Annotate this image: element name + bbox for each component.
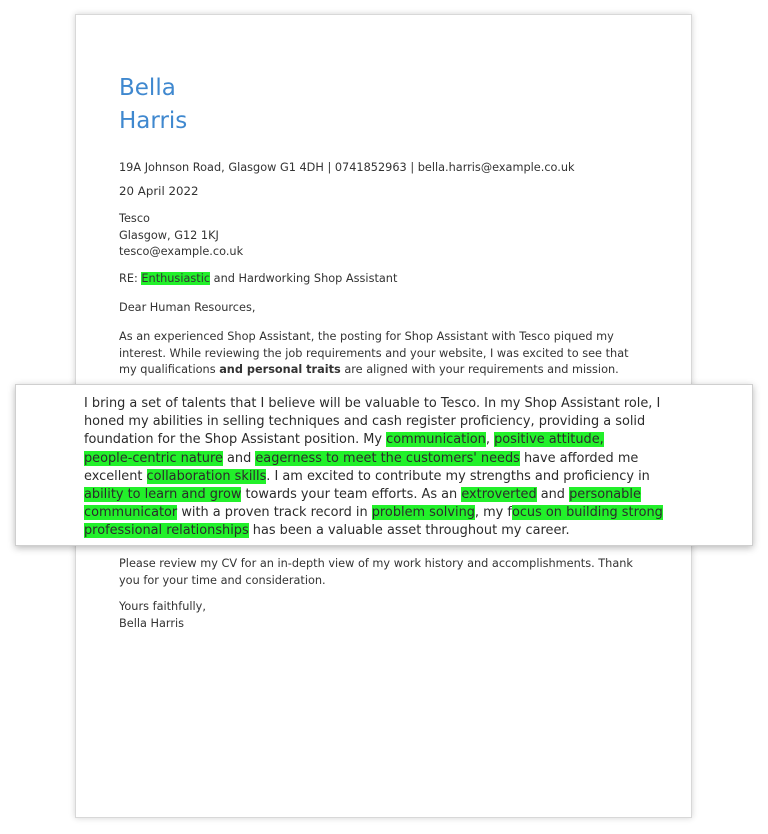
- callout-text: , my f: [474, 505, 512, 521]
- callout-line-5: [84, 468, 663, 486]
- callout-text: and: [536, 487, 570, 503]
- callout-text: have afforded me: [519, 450, 639, 466]
- callout-text: and: [222, 450, 256, 466]
- callout-line-3: [84, 431, 663, 449]
- keyword-highlight: problem solving: [371, 505, 475, 521]
- contact-line: 19A Johnson Road, Glasgow G1 4DH | 0741852963 | bella.harris@example.co.uk: [119, 161, 575, 174]
- callout-line-6: [84, 486, 663, 504]
- callout-line-1: I bring a set of talents that I believe will be valuable to Tesco. In my Shop Assistant role, I: [84, 396, 661, 411]
- intro-line-2: interest. While reviewing the job requirements and your website, I was excited to see that: [119, 346, 629, 360]
- salutation: Dear Human Resources,: [119, 301, 256, 314]
- subject-line: [119, 271, 397, 288]
- intro-bold-text: and personal traits: [219, 363, 341, 376]
- last-name: Harris: [119, 108, 188, 134]
- keyword-highlight: professional relationships: [84, 523, 249, 539]
- callout-line-8: [84, 522, 663, 540]
- recipient-address: Glasgow, G12 1KJ: [119, 228, 219, 242]
- callout-text: excellent: [84, 468, 147, 484]
- intro-paragraph: [119, 329, 629, 379]
- callout-text: towards your team efforts. As an: [241, 487, 462, 503]
- callout-line-4: [84, 450, 663, 468]
- callout-text: with a proven track record in: [177, 505, 372, 521]
- signoff-block: [119, 599, 206, 632]
- callout-text: . I am excited to contribute my strengths and proficiency in: [266, 468, 650, 484]
- applicant-name: [119, 72, 187, 138]
- keyword-highlight: eagerness to meet the customers' needs: [255, 450, 520, 466]
- callout-line-2: honed my abilities in selling techniques and cash register proficiency, providing a solid: [84, 414, 646, 430]
- subject-rest: and Hardworking Shop Assistant: [210, 272, 398, 285]
- intro-line-3: [119, 362, 629, 379]
- subject-prefix: RE:: [119, 272, 142, 285]
- first-name: Bella: [119, 75, 176, 101]
- keyword-highlight: ocus on building strong: [511, 505, 663, 521]
- keyword-highlight: ability to learn and grow: [84, 487, 242, 503]
- keyword-highlight: communicator: [84, 505, 178, 521]
- signature: Bella Harris: [119, 616, 185, 630]
- recipient-company: Tesco: [119, 212, 150, 225]
- highlighted-paragraph-callout: [15, 384, 753, 546]
- keyword-highlight: communication: [386, 432, 486, 448]
- intro-text: are aligned with your requirements and mission.: [340, 363, 619, 376]
- keyword-highlight: positive attitude,: [494, 432, 604, 448]
- valediction: Yours faithfully,: [119, 600, 206, 613]
- recipient-block: [119, 211, 243, 261]
- keyword-highlight: people-centric nature: [84, 450, 223, 466]
- keyword-highlight: personable: [569, 487, 641, 503]
- callout-text: foundation for the Shop Assistant position. My: [84, 432, 387, 448]
- intro-line-1: As an experienced Shop Assistant, the posting for Shop Assistant with Tesco piqued my: [119, 330, 614, 343]
- closing-line-2: you for your time and consideration.: [119, 573, 326, 587]
- closing-paragraph: [119, 556, 633, 589]
- subject-highlight: Enthusiastic: [141, 272, 211, 285]
- keyword-highlight: extroverted: [461, 487, 537, 503]
- callout-text: has been a valuable asset throughout my career.: [248, 523, 570, 539]
- callout-text: ,: [485, 432, 495, 448]
- closing-line-1: Please review my CV for an in-depth view of my work history and accomplishments. Thank: [119, 557, 633, 570]
- highlighted-paragraph: [84, 395, 663, 541]
- recipient-email: tesco@example.co.uk: [119, 245, 244, 258]
- keyword-highlight: collaboration skills: [146, 468, 267, 484]
- letter-date: 20 April 2022: [119, 184, 199, 198]
- callout-line-7: [84, 504, 663, 522]
- intro-text: my qualifications: [119, 363, 220, 376]
